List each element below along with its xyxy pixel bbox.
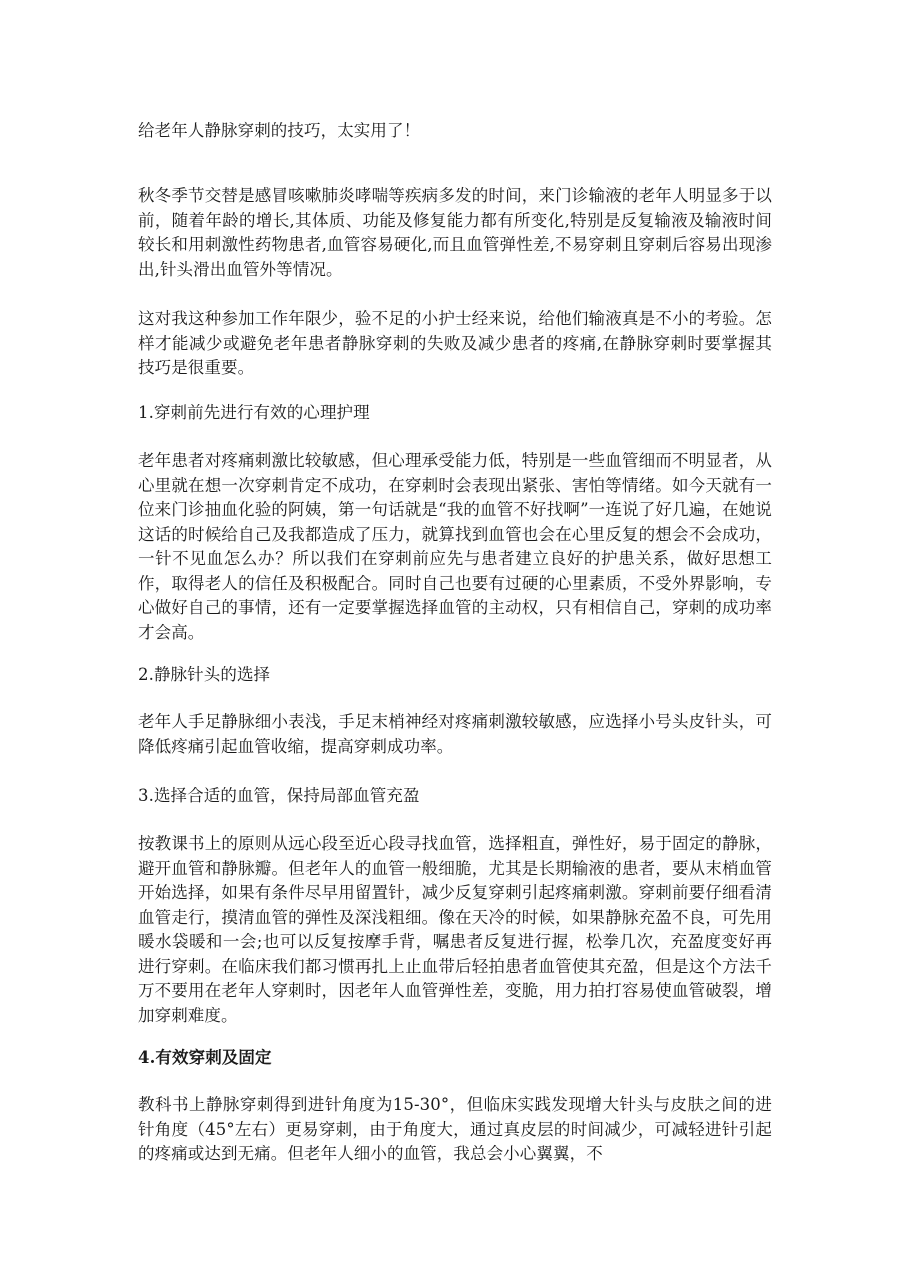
section-heading-3: 3.选择合适的血管，保持局部血管充盈 bbox=[138, 786, 420, 805]
document-title: 给老年人静脉穿刺的技巧，太实用了！ bbox=[138, 121, 421, 140]
paragraph-intro: 秋冬季节交替是感冒咳嗽肺炎哮喘等疾病多发的时间，来门诊输液的老年人明显多于以前，随着年龄的增长,其体质、功能及修复能力都有所变化,特别是反复输液及输液时间较长和用刺激性药物患者,血管容易硬化,而且血管弹性差,不易穿刺且穿刺后容易出现渗出,针头滑出血管外等情况。 bbox=[138, 186, 772, 279]
paragraph-puncture-fixation: 教科书上静脉穿刺得到进针角度为15-30°，但临床实践发现增大针头与皮肤之间的进针角度（45°左右）更易穿刺，由于角度大，通过真皮层的时间减少，可减轻进针引起的疼痛或达到无痛。但老年人细小的血管，我总会小心翼翼，不 bbox=[138, 1095, 772, 1163]
paragraph-needle-selection: 老年人手足静脉细小表浅，手足末梢神经对疼痛刺激较敏感，应选择小号头皮针头，可降低疼痛引起血管收缩，提高穿刺成功率。 bbox=[138, 712, 772, 756]
paragraph-vessel-selection: 按教课书上的原则从远心段至近心段寻找血管，选择粗直，弹性好，易于固定的静脉，避开血管和静脉瓣。但老年人的血管一般细脆，尤其是长期输液的患者，要从末梢血管开始选择，如果有条件尽早用留置针，减少反复穿刺引起疼痛刺激。穿刺前要仔细看清血管走行，摸清血管的弹性及深浅粗细。像在天冷的时候，如果静脉充盈不良，可先用暖水袋暖和一会;也可以反复按摩手背，嘱患者反复进行握，松拳几次，充盈度变好再进行穿刺。在临床我们都习惯再扎上止血带后轻拍患者血管使其充盈，但是这个方法千万不要用在老年人穿刺时，因老年人血管弹性差，变脆，用力拍打容易使血管破裂，增加穿刺难度。 bbox=[138, 834, 772, 1025]
paragraph-psychological-care: 老年患者对疼痛刺激比较敏感，但心理承受能力低，特别是一些血管细而不明显者，从心里就在想一次穿刺肯定不成功，在穿刺时会表现出紧张、害怕等情绪。如今天就有一位来门诊抽血化验的阿姨，第一句话就是“我的血管不好找啊”一连说了好几遍，在她说这话的时候给自己及我都造成了压力，就算找到血管也会在心里反复的想会不会成功，一针不见血怎么办？所以我们在穿刺前应先与患者建立良好的护患关系，做好思想工作，取得老人的信任及积极配合。同时自己也要有过硬的心里素质，不受外界影响，专心做好自己的事情，还有一定要掌握选择血管的主动权，只有相信自己，穿刺的成功率才会高。 bbox=[138, 451, 772, 642]
section-heading-1: 1.穿刺前先进行有效的心理护理 bbox=[138, 403, 370, 422]
section-heading-4: 4.有效穿刺及固定 bbox=[138, 1048, 272, 1067]
paragraph-challenge: 这对我这种参加工作年限少，验不足的小护士经来说，给他们输液真是不小的考验。怎样才能减少或避免老年患者静脉穿刺的失败及减少患者的疼痛,在静脉穿刺时要掌握其技巧是很重要。 bbox=[138, 309, 772, 377]
section-heading-2: 2.静脉针头的选择 bbox=[138, 665, 271, 684]
